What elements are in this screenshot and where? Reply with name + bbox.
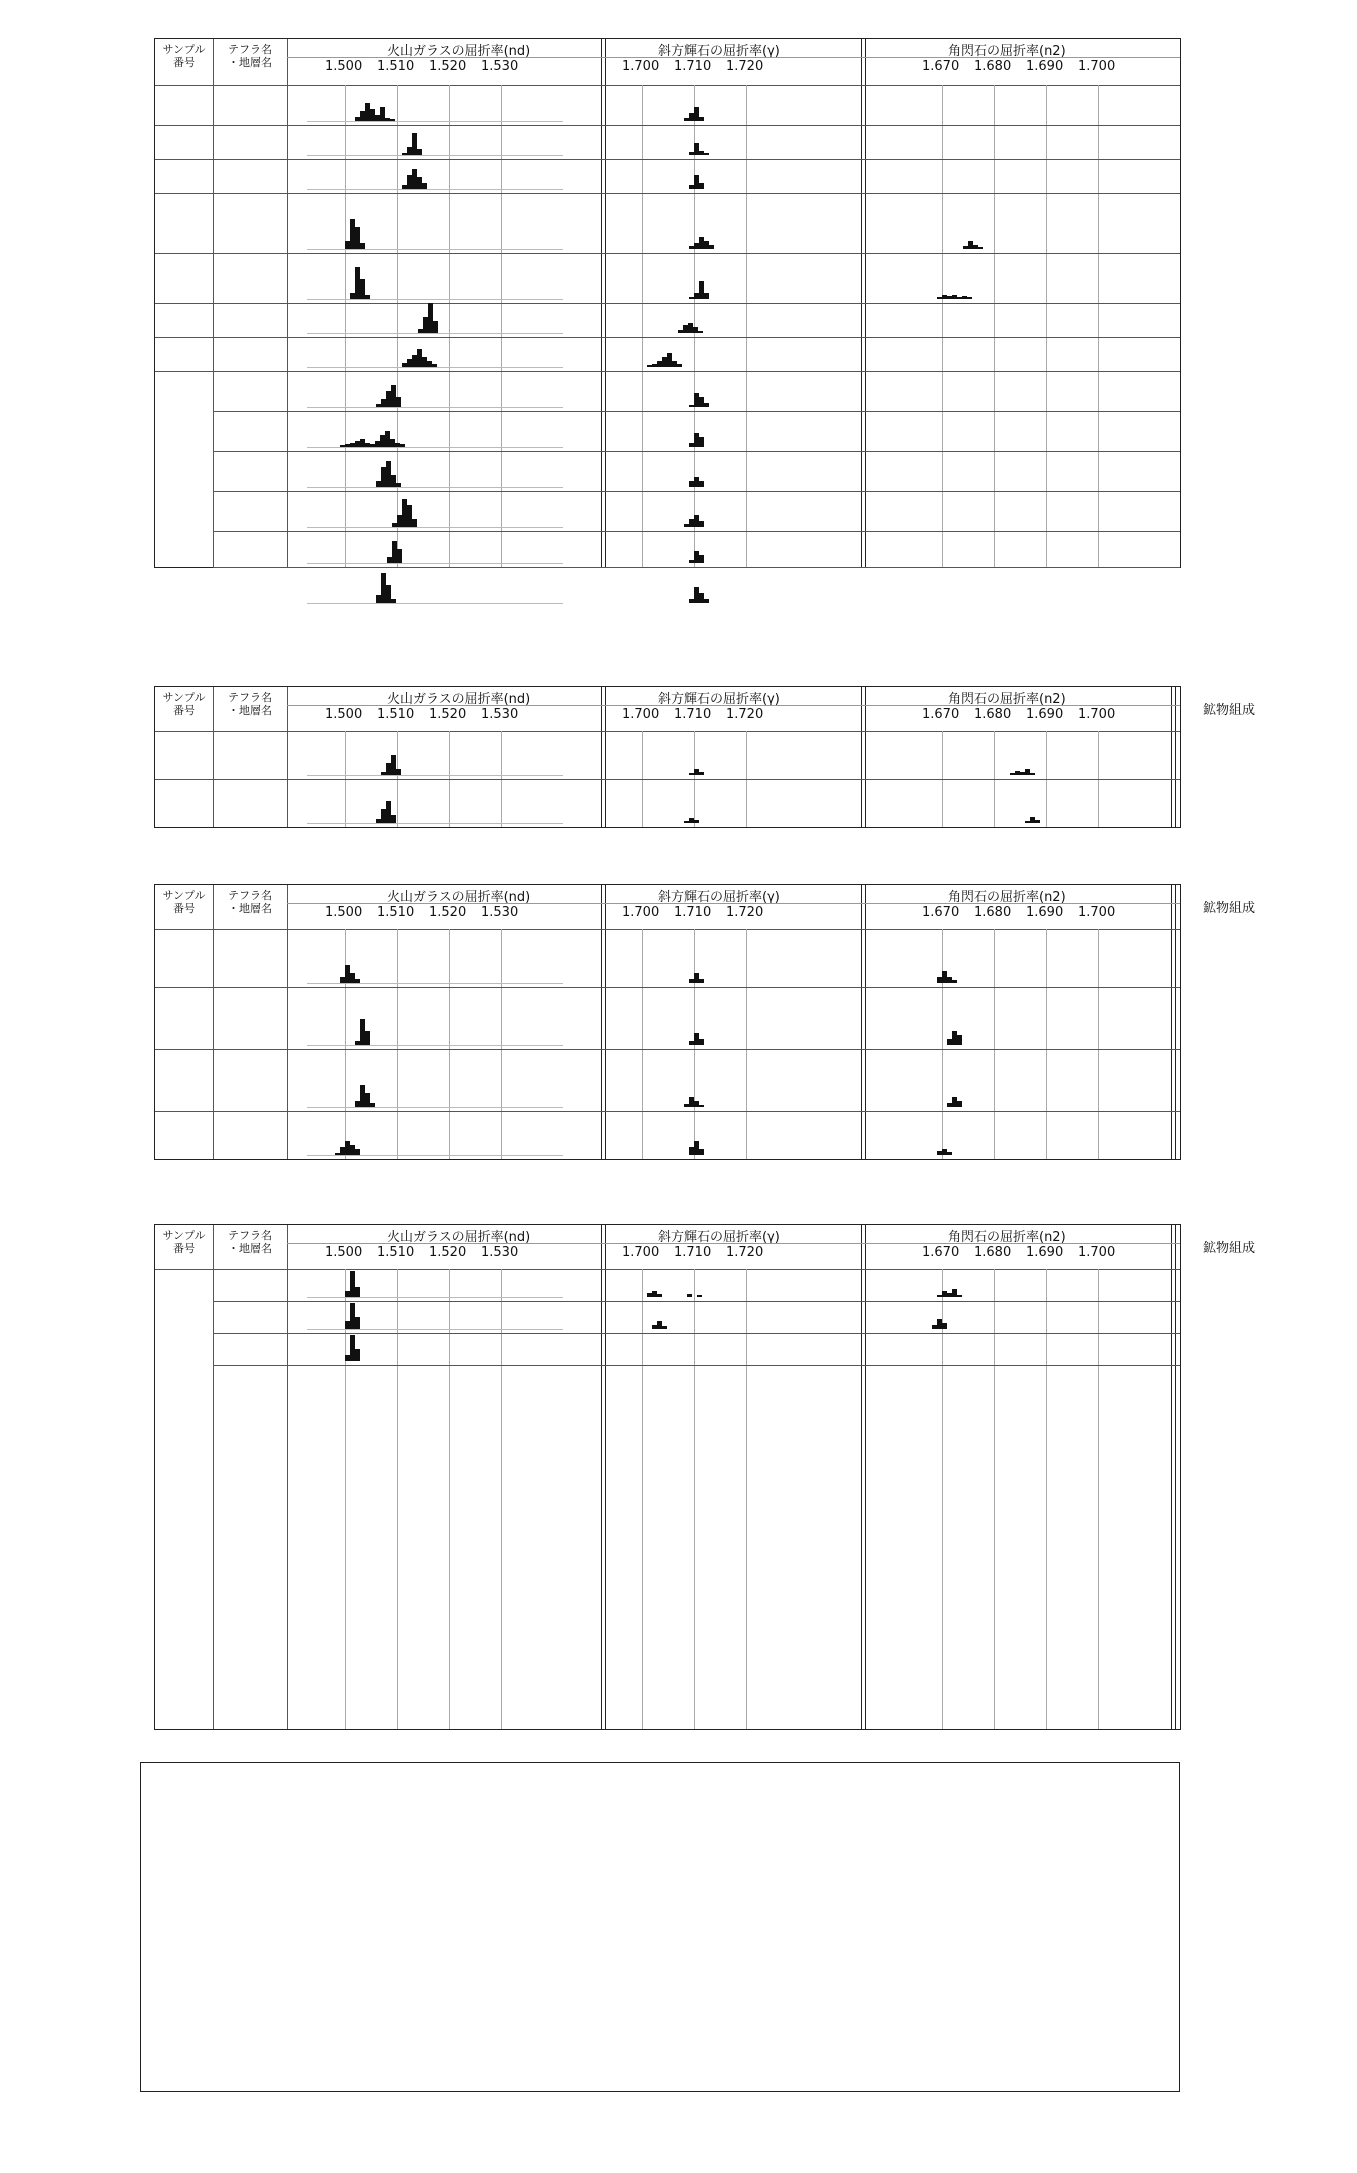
tick-label-ho: 1.680: [974, 1245, 1012, 1260]
header-ho: 角閃石の屈折率(n2): [948, 890, 1066, 905]
grid-line: [1046, 929, 1047, 1159]
header-tephra: テフラ名 ・地層名: [228, 43, 272, 69]
header-mineral: 鉱物組成: [1203, 703, 1256, 718]
header-subline: [287, 1243, 1180, 1244]
hk31-table: [154, 686, 1256, 828]
tick-label-opx: 1.720: [726, 59, 764, 74]
header-mineral: 鉱物組成: [1203, 901, 1256, 916]
header-opx: 斜方輝石の屈折率(γ): [658, 44, 780, 59]
tick-label-glass: 1.500: [325, 707, 363, 722]
header-opx: 斜方輝石の屈折率(γ): [658, 692, 780, 707]
tick-label-ho: 1.670: [922, 59, 960, 74]
header-ho: 角閃石の屈折率(n2): [948, 1230, 1066, 1245]
ho-histogram: [967, 297, 972, 299]
opx-histogram: [694, 820, 699, 823]
header-tephra: テフラ名 ・地層名: [228, 691, 272, 717]
glass-histogram: [397, 549, 402, 563]
grid-line: [501, 929, 502, 1159]
baseline: [307, 407, 563, 408]
header-sample: サンプル 番号: [162, 43, 206, 69]
baseline: [307, 367, 563, 368]
tick-label-ho: 1.690: [1026, 1245, 1064, 1260]
opx-histogram: [699, 183, 704, 189]
tick-label-glass: 1.530: [481, 905, 519, 920]
row-divider: [155, 159, 1180, 160]
glass-histogram: [433, 321, 438, 333]
grid-line: [1046, 85, 1047, 567]
header-glass: 火山ガラスの屈折率(nd): [387, 1230, 531, 1245]
baseline: [307, 1107, 563, 1108]
baseline: [307, 983, 563, 984]
ho-histogram: [952, 980, 957, 983]
grid-line: [449, 1269, 450, 1729]
header-subline: [287, 57, 1180, 58]
tick-label-ho: 1.690: [1026, 59, 1064, 74]
opx-histogram: [677, 364, 682, 367]
grid-line: [501, 1269, 502, 1729]
header-subline: [287, 903, 1180, 904]
tick-label-opx: 1.720: [726, 905, 764, 920]
grid-line: [942, 929, 943, 1159]
tick-label-glass: 1.500: [325, 905, 363, 920]
baseline: [307, 775, 563, 776]
opx-histogram: [662, 1326, 667, 1329]
opx-histogram: [699, 437, 704, 447]
baseline: [307, 1329, 563, 1330]
grid-line: [1098, 929, 1099, 1159]
ho-histogram: [957, 1101, 962, 1107]
tick-label-ho: 1.690: [1026, 905, 1064, 920]
ho-histogram: [957, 1295, 962, 1297]
opx-histogram: [697, 1295, 702, 1297]
grid-line: [942, 1269, 943, 1729]
tick-label-ho: 1.700: [1078, 707, 1116, 722]
header-divider: [155, 929, 1180, 930]
row-divider: [213, 451, 1180, 452]
tick-label-glass: 1.530: [481, 1245, 519, 1260]
tick-label-ho: 1.700: [1078, 1245, 1116, 1260]
tick-label-opx: 1.720: [726, 1245, 764, 1260]
grid-line: [694, 85, 695, 567]
opx-histogram: [699, 481, 704, 487]
row-divider: [155, 125, 1180, 126]
tick-label-ho: 1.680: [974, 59, 1012, 74]
header-tephra: テフラ名 ・地層名: [228, 889, 272, 915]
tick-label-opx: 1.710: [674, 1245, 712, 1260]
header-ho: 角閃石の屈折率(n2): [948, 44, 1066, 59]
row-divider: [213, 1301, 1180, 1302]
grid-line: [994, 929, 995, 1159]
row-divider: [155, 1111, 1180, 1112]
header-divider: [155, 85, 1180, 86]
column-divider: [861, 885, 866, 1159]
opx-histogram: [704, 153, 709, 155]
header-glass: 火山ガラスの屈折率(nd): [387, 44, 531, 59]
grid-line: [1098, 85, 1099, 567]
row-divider: [213, 531, 1180, 532]
grid-line: [746, 85, 747, 567]
opx-histogram: [657, 1294, 662, 1297]
tick-label-opx: 1.700: [622, 707, 660, 722]
baseline: [307, 527, 563, 528]
tick-label-ho: 1.700: [1078, 59, 1116, 74]
row-divider: [155, 779, 1180, 780]
column-divider: [1171, 687, 1176, 827]
column-divider: [1171, 885, 1176, 1159]
tick-label-opx: 1.700: [622, 59, 660, 74]
row-divider: [213, 1365, 1180, 1366]
baseline: [307, 155, 563, 156]
opx-histogram: [704, 403, 709, 407]
opx-histogram: [699, 1039, 704, 1045]
tick-label-opx: 1.720: [726, 707, 764, 722]
header-opx: 斜方輝石の屈折率(γ): [658, 890, 780, 905]
glass-histogram: [365, 1031, 370, 1045]
tick-label-glass: 1.530: [481, 707, 519, 722]
header-mineral: 鉱物組成: [1203, 1241, 1256, 1256]
grid-line: [345, 1269, 346, 1729]
grid-line: [397, 85, 398, 567]
grid-line: [746, 1269, 747, 1729]
glass-histogram: [396, 397, 401, 407]
tick-label-ho: 1.680: [974, 905, 1012, 920]
opx-histogram: [687, 1294, 692, 1297]
header-glass: 火山ガラスの屈折率(nd): [387, 890, 531, 905]
m90-table: [154, 38, 1181, 568]
glass-histogram: [355, 1349, 360, 1361]
row-divider: [155, 1049, 1180, 1050]
column-divider: [213, 885, 214, 1159]
opx-histogram: [709, 245, 714, 249]
header-opx: 斜方輝石の屈折率(γ): [658, 1230, 780, 1245]
baseline: [307, 249, 563, 250]
tick-label-ho: 1.670: [922, 905, 960, 920]
ho-histogram: [1030, 773, 1035, 775]
grid-line: [345, 85, 346, 567]
header-sample: サンプル 番号: [162, 889, 206, 915]
baseline: [307, 1045, 563, 1046]
tick-label-ho: 1.700: [1078, 905, 1116, 920]
ho-histogram: [957, 1035, 962, 1045]
row-divider: [155, 337, 1180, 338]
header-tephra: テフラ名 ・地層名: [228, 1229, 272, 1255]
glass-histogram: [412, 519, 417, 527]
tick-label-glass: 1.510: [377, 905, 415, 920]
opx-histogram: [699, 1105, 704, 1107]
grid-line: [942, 85, 943, 567]
tick-label-opx: 1.710: [674, 905, 712, 920]
tick-label-opx: 1.700: [622, 1245, 660, 1260]
opx-histogram: [699, 1149, 704, 1155]
tick-label-glass: 1.520: [429, 707, 467, 722]
grid-line: [397, 1269, 398, 1729]
column-divider: [287, 885, 288, 1159]
opx-histogram: [704, 599, 709, 603]
tick-label-glass: 1.510: [377, 707, 415, 722]
tick-label-opx: 1.710: [674, 59, 712, 74]
grid-line: [449, 929, 450, 1159]
baseline: [307, 1155, 563, 1156]
header-subline: [287, 705, 1180, 706]
grid-line: [449, 85, 450, 567]
header-ho: 角閃石の屈折率(n2): [948, 692, 1066, 707]
column-divider: [861, 687, 866, 827]
tick-label-glass: 1.510: [377, 1245, 415, 1260]
header-glass: 火山ガラスの屈折率(nd): [387, 692, 531, 707]
header-sample: サンプル 番号: [162, 1229, 206, 1255]
baseline: [307, 563, 563, 564]
atlas-table: [140, 1762, 1180, 2092]
opx-histogram: [698, 331, 703, 333]
grid-line: [397, 929, 398, 1159]
tick-label-glass: 1.530: [481, 59, 519, 74]
tick-label-glass: 1.520: [429, 1245, 467, 1260]
baseline: [307, 333, 563, 334]
grid-line: [994, 1269, 995, 1729]
tick-label-ho: 1.670: [922, 707, 960, 722]
opx-histogram: [699, 555, 704, 563]
glass-histogram: [355, 1287, 360, 1297]
ho-histogram: [942, 1323, 947, 1329]
row-divider: [155, 371, 1180, 372]
opx-histogram: [699, 521, 704, 527]
column-divider: [601, 885, 606, 1159]
ha4-table: [154, 1224, 1256, 1730]
tick-label-opx: 1.700: [622, 905, 660, 920]
opx-histogram: [699, 117, 704, 121]
grid-line: [642, 85, 643, 567]
opx-histogram: [704, 293, 709, 299]
grid-line: [694, 1269, 695, 1729]
grid-line: [1098, 1269, 1099, 1729]
ho-histogram: [978, 247, 983, 249]
baseline: [307, 447, 563, 448]
grid-line: [1046, 1269, 1047, 1729]
tick-label-ho: 1.680: [974, 707, 1012, 722]
grid-line: [501, 85, 502, 567]
tick-label-opx: 1.710: [674, 707, 712, 722]
baseline: [307, 121, 563, 122]
baseline: [307, 487, 563, 488]
column-divider: [287, 687, 288, 827]
baseline: [307, 823, 563, 824]
grid-line: [345, 929, 346, 1159]
baseline: [307, 189, 563, 190]
baseline: [307, 603, 563, 604]
row-divider: [213, 1333, 1180, 1334]
ho-histogram: [1035, 820, 1040, 823]
row-divider: [155, 303, 1180, 304]
grid-line: [746, 929, 747, 1159]
header-sample: サンプル 番号: [162, 691, 206, 717]
column-divider: [601, 687, 606, 827]
row-divider: [213, 567, 1180, 568]
glass-histogram: [355, 1317, 360, 1329]
tick-label-glass: 1.500: [325, 59, 363, 74]
row-divider: [213, 491, 1180, 492]
header-divider: [155, 1269, 1180, 1270]
column-divider: [213, 687, 214, 827]
hk30-table: [154, 884, 1256, 1160]
grid-line: [642, 929, 643, 1159]
tick-label-glass: 1.510: [377, 59, 415, 74]
glass-histogram: [391, 815, 396, 823]
row-divider: [155, 987, 1180, 988]
opx-histogram: [699, 772, 704, 775]
header-divider: [155, 731, 1180, 732]
row-divider: [155, 253, 1180, 254]
grid-line: [994, 85, 995, 567]
tick-label-glass: 1.520: [429, 59, 467, 74]
opx-histogram: [699, 979, 704, 983]
row-divider: [155, 193, 1180, 194]
tick-label-ho: 1.690: [1026, 707, 1064, 722]
row-divider: [213, 411, 1180, 412]
grid-line: [642, 1269, 643, 1729]
ho-histogram: [947, 1152, 952, 1155]
tick-label-ho: 1.670: [922, 1245, 960, 1260]
baseline: [307, 299, 563, 300]
tick-label-glass: 1.500: [325, 1245, 363, 1260]
tick-label-glass: 1.520: [429, 905, 467, 920]
baseline: [307, 1297, 563, 1298]
